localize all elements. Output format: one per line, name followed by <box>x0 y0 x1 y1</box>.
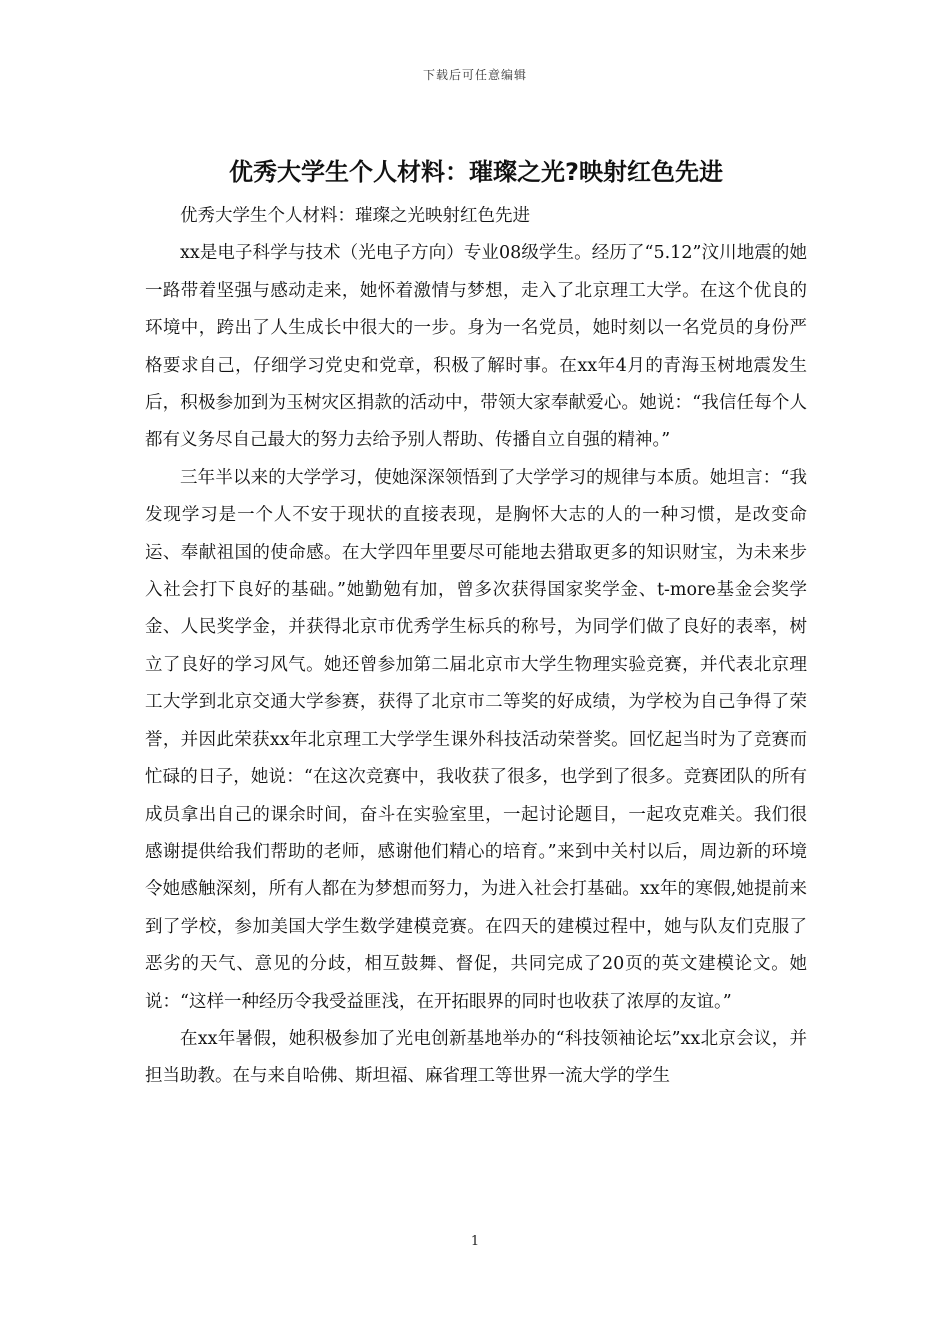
header-note: 下载后可任意编辑 <box>422 68 527 82</box>
body-paragraph: 在xx年暑假，她积极参加了光电创新基地举办的“科技领袖论坛”xx北京会议，并担当助教。在与来自哈佛、斯坦福、麻省理工等世界一流大学的学生 <box>145 1028 807 1087</box>
subtitle-paragraph: 优秀大学生个人材料：璀璨之光映射红色先进 <box>180 206 530 226</box>
body-paragraph: 三年半以来的大学学习，使她深深领悟到了大学学习的规律与本质。她坦言：“我发现学习是一个人不安于现状的直接表现，是胸怀大志的人的一种习惯，是改变命运、奉献祖国的使命感。在大学四年里要尽可能地去猎取更多的知识财宝，为未来步入社会打下良好的基础。”她勤勉有加，曾多次获得国家奖学金、t-more基金会奖学金、人民奖学金，并获得北京市优秀学生标兵的称号，为同学们做了良好的表率，树立了良好的学习风气。她还曾参加第二届北京市大学生物理实验竞赛，并代表北京理工大学到北京交通大学参赛，获得了北京市二等奖的好成绩，为学校为自己争得了荣誉，并因此荣获xx年北京理工大学学生课外科技活动荣誉奖。回忆起当时为了竞赛而忙碌的日子，她说：“在这次竞赛中，我收获了很多，也学到了很多。竞赛团队的所有成员拿出自己的课余时间，奋斗在实验室里，一起讨论题目，一起攻克难关。我们很感谢提供给我们帮助的老师，感谢他们精心的培育。”来到中关村以后，周边新的环境令她感触深刻，所有人都在为梦想而努力，为进入社会打基础。xx年的寒假,她提前来到了学校，参加美国大学生数学建模竞赛。在四天的建模过程中，她与队友们克服了恶劣的天气、意见的分歧，相互鼓舞、督促，共同完成了20页的英文建模论文。她说：“这样一种经历令我受益匪浅，在开拓眼界的同时也收获了浓厚的友谊。” <box>145 467 807 1012</box>
page-number: 1 <box>470 1234 480 1249</box>
body-paragraph: xx是电子科学与技术（光电子方向）专业08级学生。经历了“5.12”汶川地震的她一路带着坚强与感动走来，她怀着激情与梦想，走入了北京理工大学。在这个优良的环境中，跨出了人生成长中很大的一步。身为一名党员，她时刻以一名党员的身份严格要求自己，仔细学习党史和党章，积极了解时事。在xx年4月的青海玉树地震发生后，积极参加到为玉树灾区捐款的活动中，带领大家奉献爱心。她说：“我信任每个人都有义务尽自己最大的努力去给予别人帮助、传播自立自强的精神。” <box>145 243 807 451</box>
document-title: 优秀大学生个人材料：璀璨之光?映射红色先进 <box>229 158 723 186</box>
document-body <box>145 198 807 1096</box>
